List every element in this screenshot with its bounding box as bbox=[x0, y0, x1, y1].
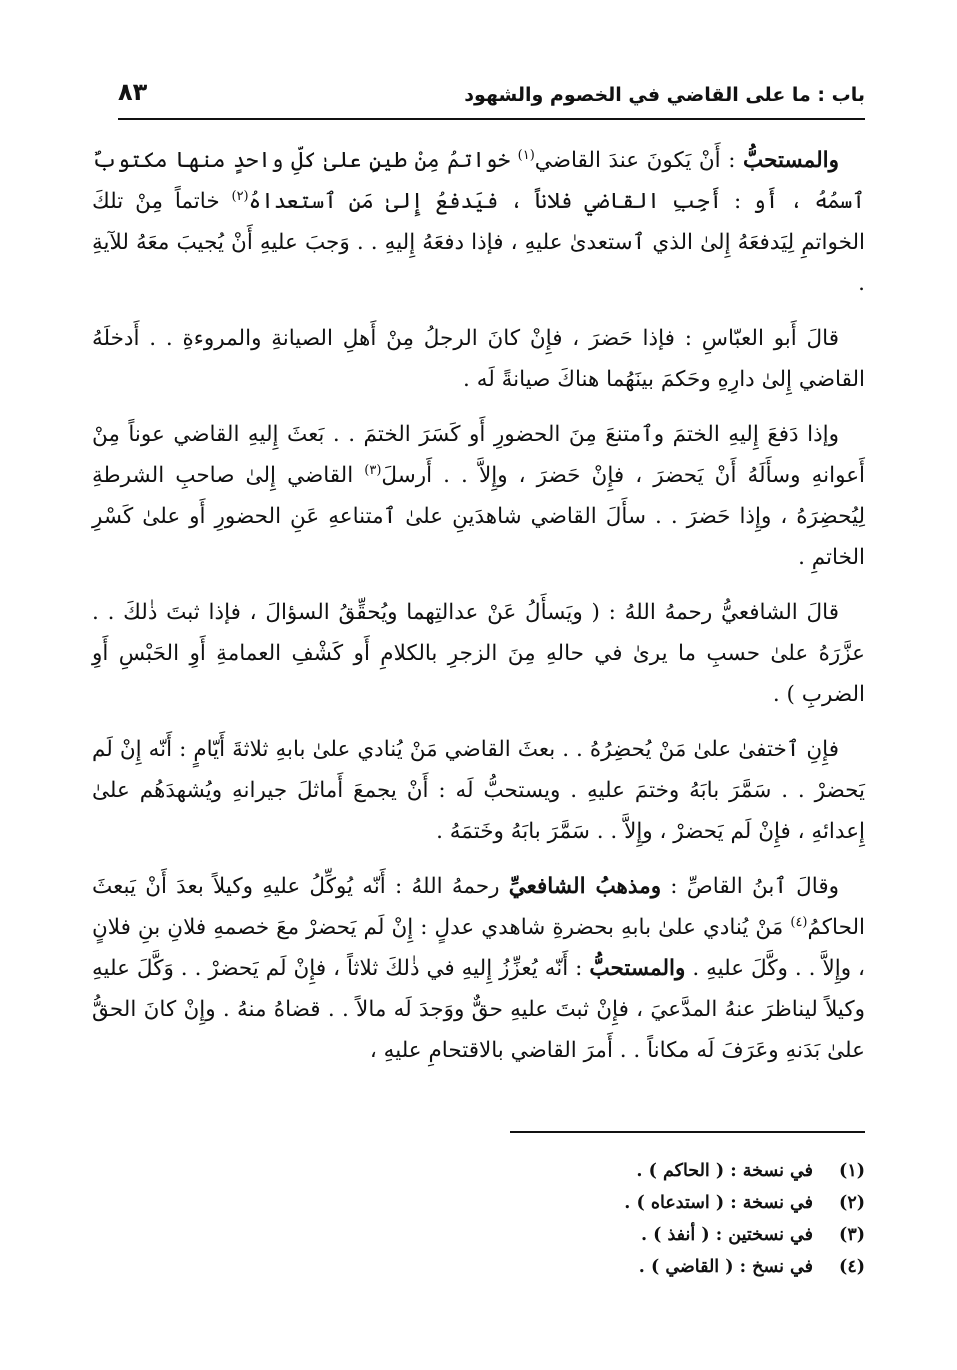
text-run: خواتمُ مِنْ طينٍ علىٰ كلِّ واحدٍ منها مكتوبٌ ٱسمُهُ ، أَو : أَجِبِ القاضي فلاناً ، فيَدفعُ إِلىٰ مَنِ ٱستعداهُ bbox=[92, 148, 865, 214]
paragraph bbox=[92, 729, 865, 852]
main-text bbox=[92, 140, 865, 1085]
text-run: : أَنّه يُعزِّزُ إِليهِ في ذٰلكَ ثلاثاً ، فإِنْ لَم يَحضرْ . . وَكَّلَ عليهِ وكيلاً ليناظرَ عنهُ المدَّعيَ ، فإِنْ ثبتَ عليهِ حقٌّ ووَجدَ لَه مالاً . . قضاهُ منهُ . وإِنْ كانَ الحقُّ علىٰ بَدَنهِ وعَرَفَ لَه مكاناً . . أَمرَ القاضي بالاقتحامِ عليهِ ، bbox=[92, 956, 865, 1063]
page-number: ٨٣ bbox=[118, 78, 148, 106]
footnote-separator bbox=[510, 1131, 865, 1133]
footnote-text: في نسخ : ( القاضي ) . bbox=[638, 1257, 813, 1277]
text-run: قالَ أَبو العبّاسِ : فإذا حَضرَ ، فإِنْ كانَ الرجلُ مِنْ أَهلِ الصيانةِ والمروءةِ . . أَدخلَهُ القاضي إِلىٰ دارِهِ وحَكمَ بينَهُما هناكَ صيانةً لَه . bbox=[92, 326, 865, 392]
text-run: قالَ الشافعيُّ رحمهُ اللهُ : ( ويَسأَلُ عَنْ عدالتِهما ويُحقِّقُ السؤالَ ، فإذا ثبتَ ذٰلكَ . . عزَّرَهُ علىٰ حسبِ ما يرىٰ في حالهِ مِنَ الزجرِ بالكلامِ أَو كَشْفِ العمامةِ أَوِ الحَبْسِ أَوِ الضربِ ) . bbox=[92, 600, 865, 707]
footnote-text: في نسختين : ( أنفذ ) . bbox=[640, 1225, 813, 1245]
text-run: وإذا دَفعَ إِليهِ الختمَ وٱمتنعَ مِنَ الحضورِ أَو كَسَرَ الختمَ . . بَعثَ إِليهِ القاضي عوناً مِنْ أَعوانهِ وسأَلَهُ أَنْ يَحضرَ ، فإِنْ حَضرَ ، وإِلاَّ . . أَرسلَ bbox=[92, 422, 865, 488]
paragraph bbox=[92, 414, 865, 578]
footnote-number: (٢) bbox=[839, 1193, 865, 1213]
header-rule bbox=[118, 118, 865, 120]
text-run: فإِنِ ٱختفىٰ علىٰ مَنْ يُحضِرُهُ . . بعثَ القاضي مَنْ يُنادي علىٰ بابهِ ثلاثةَ أَيّامٍ : أَنّه إِنْ لَم يَحضرْ . . سَمَّرَ بابَهُ وختمَ عليهِ . ويستحبُّ لَه : أَنْ يجمعَ أَماثلَ جيرانهِ ويُشهدَهُم علىٰ إِعدائهِ ، فإِنْ لَم يَحضرْ ، وإِلاَّ . . سَمَّرَ بابَهُ وخَتمَهُ . bbox=[92, 737, 865, 844]
footnote-text: في نسخة : ( استدعاه ) . bbox=[624, 1193, 813, 1213]
text-run: : أَنْ يَكونَ عندَ القاضي bbox=[534, 148, 743, 173]
footnote-number: (٣) bbox=[839, 1225, 865, 1245]
footnote-reference: (٢) bbox=[231, 189, 249, 204]
running-head: باب : ما على القاضي في الخصوم والشهود bbox=[464, 84, 865, 106]
footnote-item bbox=[265, 1219, 865, 1251]
footnotes bbox=[265, 1155, 865, 1283]
text-run: القاضي إِلىٰ صاحبِ الشرطةِ لِيُحضِرَهُ ، وإِذا حَضرَ . . سأَلَ القاضي شاهدَينِ علىٰ ٱمتناعهِ عَنِ الحضورِ أَو علىٰ كَسْرِ الخاتمِ . bbox=[92, 463, 865, 570]
footnote-number: (٤) bbox=[839, 1257, 865, 1277]
text-run: رحمهُ اللهُ : أَنّه يُوكِّلُ عليهِ وكيلاً بعدَ أَنْ يَبعثَ الحاكمُ bbox=[92, 874, 865, 940]
footnote-text: في نسخة : ( الحاكم ) . bbox=[636, 1161, 813, 1181]
paragraph bbox=[92, 318, 865, 400]
bold-term: والمستحبُّ bbox=[742, 148, 839, 173]
paragraph bbox=[92, 592, 865, 715]
page-header bbox=[118, 78, 865, 118]
bold-term: والمستحبُّ bbox=[589, 956, 686, 981]
footnote-reference: (١) bbox=[517, 148, 535, 163]
footnote-reference: (٣) bbox=[364, 463, 382, 478]
footnote-item bbox=[265, 1187, 865, 1219]
bold-term: ومذهبُ الشافعيِّ bbox=[508, 874, 662, 899]
footnote-reference: (٤) bbox=[790, 915, 808, 930]
footnote-item bbox=[265, 1155, 865, 1187]
text-run: مَنْ يُنادي علىٰ بابهِ بحضرةِ شاهدي عدلٍ : إِنْ لَم يَحضرْ معَ خصمهِ فلانِ بنِ فلانٍ ، وإِلاَّ . . وكَّلَ عليهِ . bbox=[92, 915, 865, 981]
footnote-number: (١) bbox=[839, 1161, 865, 1181]
footnote-item bbox=[265, 1251, 865, 1283]
paragraph bbox=[92, 866, 865, 1071]
paragraph bbox=[92, 140, 865, 304]
text-run: وقالَ ٱبنُ القاصِّ : bbox=[661, 874, 839, 899]
text-run: خاتماً مِنْ تلكَ الخواتمِ لِيَدفعَهُ إِلىٰ الذي ٱستعدىٰ عليهِ ، فإذا دفعَهُ إِليهِ . . وَجبَ عليهِ أَنْ يُجيبَ معَهُ للآيةِ . bbox=[92, 189, 865, 296]
